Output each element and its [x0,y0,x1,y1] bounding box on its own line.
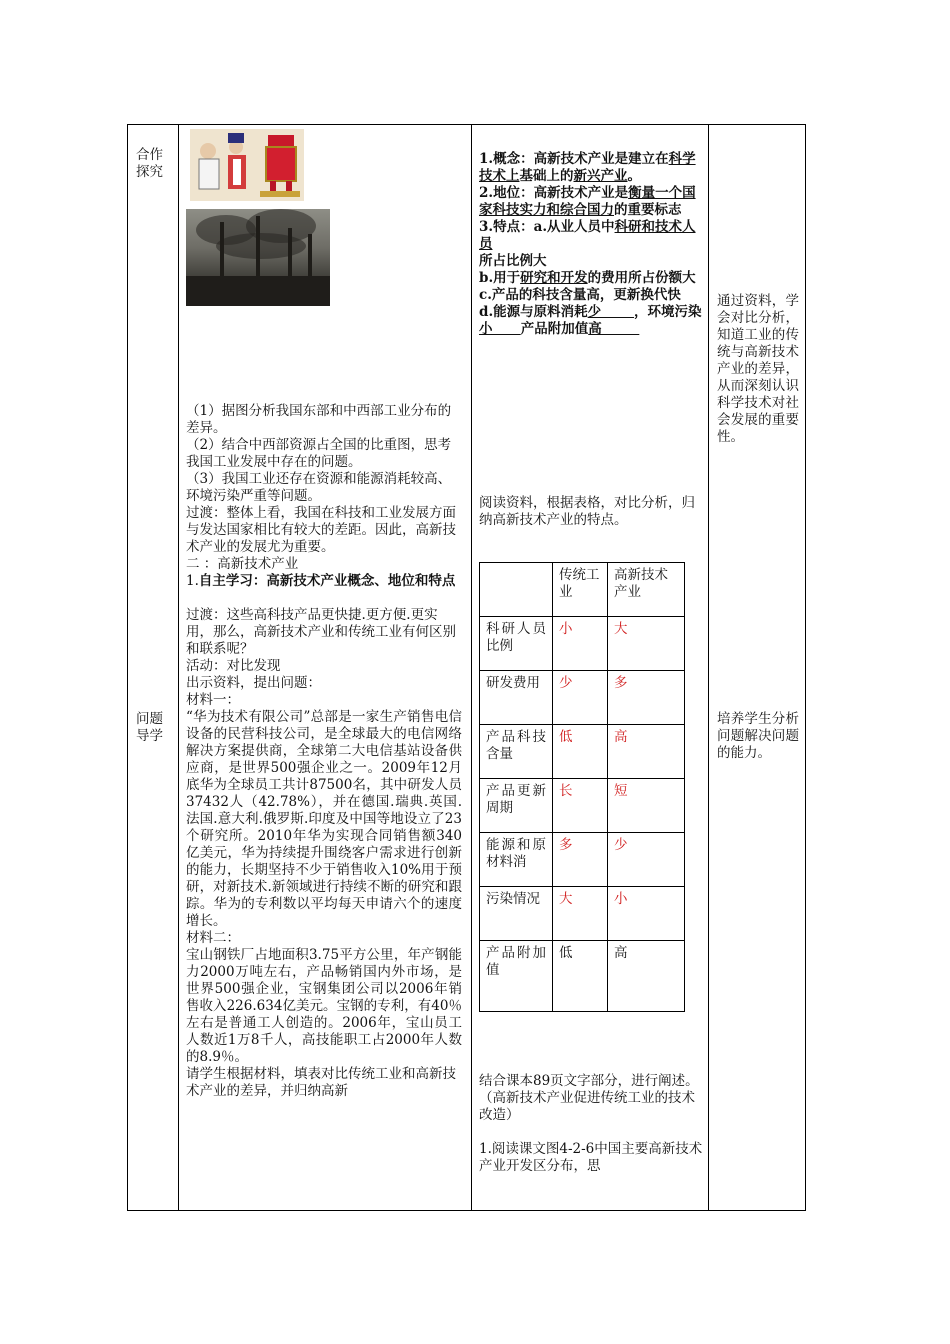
concept-text: 1.概念：高新技术产业是建立在科学技术上基础上的新兴产业。 [479,151,696,184]
question-1: （1）据图分析我国东部和中西部工业分布的差异。 [186,403,452,436]
column-divider [708,125,709,1210]
self-study-heading: 1.自主学习：高新技术产业概念、地位和特点 [186,573,456,589]
feature-b-text: b.用于研究和开发的费用所占份额大 [479,270,696,286]
cartoon-image [190,129,304,201]
feature-d-text: d.能源与原料消耗少 ，环境污染小 产品附加值高 [479,304,702,337]
stage-label-guide: 问题导学 [136,711,163,744]
status-text: 2.地位：高新技术产业是衡量一个国家科技实力和综合国力的重要标志 [479,185,696,218]
table-row: 产品科技含量 低 高 [480,725,685,779]
design-intent-1: 通过资料，学会对比分析，知道工业的传统与高新技术产业的差异，从而深刻认识科学技术对社会发展的重要性。 [717,293,799,445]
lesson-table [127,124,806,1211]
feature-a-text: 3.特点：a.从业人员中科研和技术人员 [479,219,696,252]
promote-text: （高新技术产业促进传统工业的技术改造） [479,1090,695,1123]
column-divider [178,125,179,1210]
map-instruction: 1.阅读课文图4-2-6中国主要高新技术产业开发区分布，思 [479,1141,703,1174]
table-header-row [480,563,685,617]
transition-text: 过渡：整体上看，我国在科技和工业发展方面与发达国家相比有较大的差距。因此，高新技术产业的发展尤为重要。 [186,505,456,555]
table-row: 污染情况 大 小 [480,887,685,941]
column-divider [471,125,472,1210]
table-row: 产品附加值 低 高 [480,941,685,1012]
table-header-hightech: 高新技术产业 [608,563,685,617]
table-row: 研发费用 少 多 [480,671,685,725]
question-2: （2）结合中西部资源占全国的比重图，思考我国工业发展中存在的问题。 [186,437,452,470]
material-1-title: 材料一： [186,692,240,708]
transition-text-2: 过渡：这些高科技产品更快捷.更方便.更实用，那么，高新技术产业和传统工业有何区别和联系呢？ [186,607,456,657]
activity-text: 活动：对比发现 [186,658,281,674]
combine-instruction: 结合课本89页文字部分，进行阐述。 （高新技术产业促进传统工业的技术改造） 1.阅读课文图4-2-6中国主要高新技术产业开发区分布，思 [479,1073,703,1174]
read-instruction: 阅读资料，根据表格，对比分析，归纳高新技术产业的特点。 [479,495,695,528]
show-text: 出示资料，提出问题： [186,675,321,691]
lesson-text-column [186,403,462,1100]
comparison-table [479,562,685,1012]
concept-answers [479,151,703,338]
table-row: 科研人员比例 小 大 [480,617,685,671]
question-3: （3）我国工业还存在资源和能源消耗较高、环境污染严重等问题。 [186,471,452,504]
industrial-pollution-image [186,209,330,306]
feature-a-end: 所占比例大 [479,253,547,269]
table-header-traditional: 传统工业 [553,563,608,617]
material-2-title: 材料二： [186,930,240,946]
stage-label-cooperate: 合作探究 [136,147,163,180]
design-intent-2: 培养学生分析问题解决问题的能力。 [717,711,799,761]
table-row: 能源和原材料消 多 少 [480,833,685,887]
section-heading: 二 ：高新技术产业 [186,556,299,572]
task-text: 请学生根据材料，填表对比传统工业和高新技术产业的差异，并归纳高新 [186,1066,456,1099]
material-2-text: 宝山钢铁厂占地面积3.75平方公里，年产钢能力2000万吨左右，产品畅销国内外市场，是世界500强企业，宝钢集团公司以2006年销售收入226.634亿美元。宝钢的专利，有40％左右是普通工人创造的。2006年，宝山员工人数近1万8千人，高技能职工占2000年人数的8.9％。 [186,947,462,1065]
table-row: 产品更新周期 长 短 [480,779,685,833]
material-1-text: “华为技术有限公司”总部是一家生产销售电信设备的民营科技公司，是全球最大的电信网络解决方案提供商，全球第二大电信基站设备供应商，是世界500强企业之一。2009年12月底华为全球员工共计87500名，其中研发人员37432人（42.78%），并在德国.瑞典.英国.法国.意大利.俄罗斯.印度及中国等地设立了23个研究所。2010年华为实现合同销售额340亿美元，华为持续提升围绕客户需求进行创新的能力，长期坚持不少于销售收入10%用于预研，对新技术.新领域进行持续不断的研究和跟踪。华为的专利数以平均每天申请六个的速度增长。 [186,709,462,929]
feature-c-text: c.产品的科技含量高，更新换代快 [479,287,681,303]
